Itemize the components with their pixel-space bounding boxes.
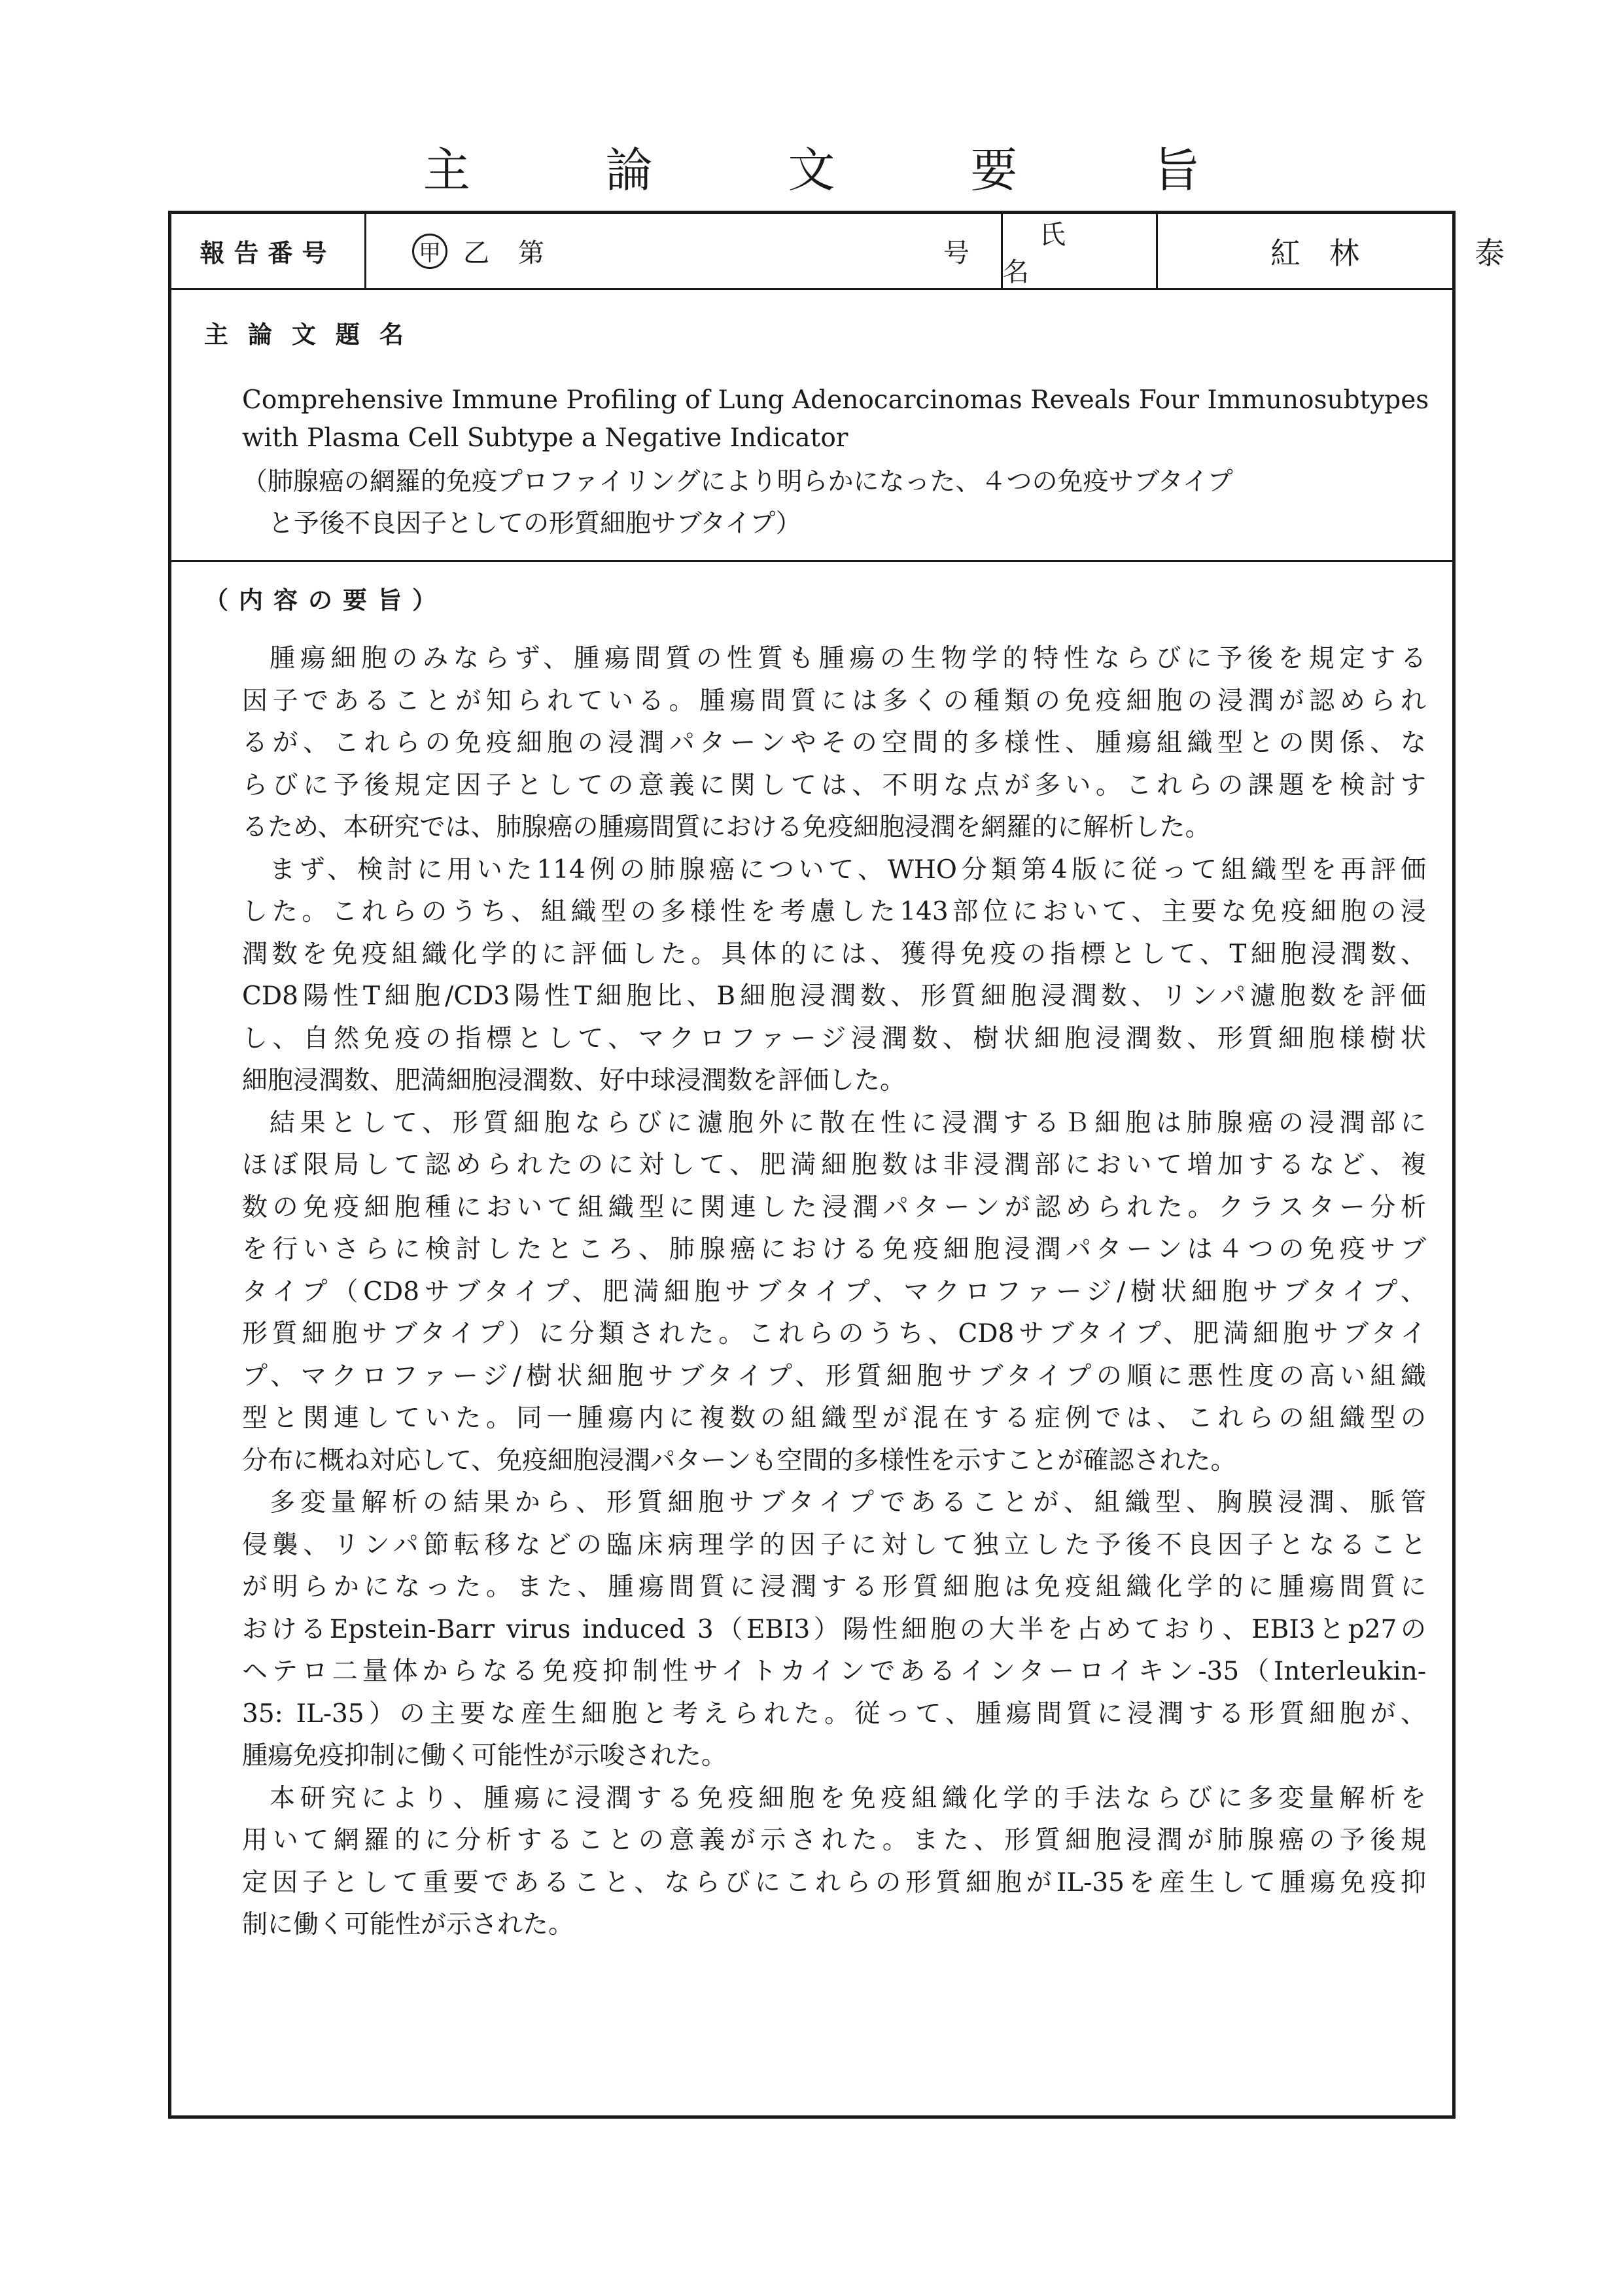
circled-kou-mark: 甲 xyxy=(412,234,447,269)
thesis-title-english-line: Comprehensive Immune Profiling of Lung Adenocarcinomas Reveals Four Immunosubtypes xyxy=(242,385,1429,415)
summary-line: らびに予後規定因子としての意義に関しては、不明な点が多い。これらの課題を検討す xyxy=(242,770,1426,800)
summary-line: 定因子として重要であること、ならびにこれらの形質細胞がIL-35を産生して腫瘍免疫抑 xyxy=(242,1867,1426,1898)
content-summary-body xyxy=(242,638,1426,1947)
summary-line: 多変量解析の結果から、形質細胞サブタイプであることが、組織型、胸膜浸潤、脈管 xyxy=(270,1488,1426,1517)
summary-line: 35: IL-35）の主要な産生細胞と考えられた。従って、腫瘍間質に浸潤する形質細胞が、 xyxy=(242,1699,1426,1729)
summary-line: タイプ（CD8サブタイプ、肥満細胞サブタイプ、マクロファージ/樹状細胞サブタイプ、 xyxy=(242,1277,1426,1307)
summary-line: 結果として、形質細胞ならびに濾胞外に散在性に浸潤するＢ細胞は肺腺癌の浸潤部に xyxy=(270,1108,1426,1138)
summary-line: 形質細胞サブタイプ）に分類された。これらのうち、CD8サブタイプ、肥満細胞サブタイ xyxy=(242,1319,1426,1349)
summary-line: るが、これらの免疫細胞の浸潤パターンやその空間的多様性、腫瘍組織型との関係、な xyxy=(242,728,1426,758)
summary-line: 因子であることが知られている。腫瘍間質には多くの種類の免疫細胞の浸潤が認められ xyxy=(242,686,1426,716)
summary-line: 腫瘍免疫抑制に働く可能性が示唆された。 xyxy=(242,1741,727,1771)
summary-line: し、自然免疫の指標として、マクロファージ浸潤数、樹状細胞浸潤数、形質細胞様樹状 xyxy=(242,1023,1426,1053)
author-name-given-2: 泰 xyxy=(1475,235,1505,271)
summary-line: が明らかになった。また、腫瘍間質に浸潤する形質細胞は免疫組織化学的に腫瘍間質に xyxy=(242,1572,1426,1602)
author-name-family: 紅 xyxy=(1270,235,1300,271)
summary-line: 潤数を免疫組織化学的に評価した。具体的には、獲得免疫の指標として、T細胞浸潤数、 xyxy=(242,939,1426,969)
thesis-title-japanese-line: （肺腺癌の網羅的免疫プロファイリングにより明らかになった、４つの免疫サブタイプ xyxy=(242,467,1233,497)
summary-line: まず、検討に用いた114例の肺腺癌について、WHO分類第4版に従って組織型を再評価 xyxy=(270,855,1426,885)
summary-line: 用いて網羅的に分析することの意義が示された。また、形質細胞浸潤が肺腺癌の予後規 xyxy=(242,1826,1426,1855)
thesis-title-english xyxy=(242,381,1429,457)
author-name xyxy=(1158,214,1505,288)
summary-line: 分布に概ね対応して、免疫細胞浸潤パターンも空間的多様性を示すことが確認された。 xyxy=(242,1445,1236,1475)
form-frame xyxy=(168,211,1505,2119)
author-name-given-1: 林 xyxy=(1329,235,1359,271)
summary-line: 侵襲、リンパ節転移などの臨床病理学的因子に対して独立した予後不良因子となること xyxy=(242,1530,1426,1560)
report-number-otsu: 乙 xyxy=(463,238,489,268)
thesis-title-english-line: with Plasma Cell Subtype a Negative Indicator xyxy=(242,423,848,453)
summary-line: ヘテロ二量体からなる免疫抑制性サイトカインであるインターロイキン-35（Interleukin- xyxy=(242,1657,1426,1686)
thesis-title-section xyxy=(171,290,1452,562)
report-number-label: 報告番号 xyxy=(171,214,366,288)
report-number-dai: 第 xyxy=(518,238,544,268)
header-row xyxy=(171,214,1505,290)
summary-line: 型と関連していた。同一腫瘍内に複数の組織型が混在する症例では、これらの組織型の xyxy=(242,1404,1426,1433)
thesis-title-label: 主論文題名 xyxy=(204,321,423,349)
summary-line: おけるEpstein-Barr virus induced 3（EBI3）陽性細胞の大半を占めており、EBI3とp27の xyxy=(242,1614,1426,1644)
summary-line: CD8陽性T細胞/CD3陽性T細胞比、B細胞浸潤数、形質細胞浸潤数、リンパ濾胞数を評価 xyxy=(242,981,1426,1011)
summary-line: 本研究により、腫瘍に浸潤する免疫細胞を免疫組織化学的手法ならびに多変量解析を xyxy=(270,1783,1426,1813)
summary-line: 制に働く可能性が示された。 xyxy=(242,1910,574,1939)
page-title: 主 論 文 要 旨 xyxy=(423,143,1261,198)
summary-line: プ、マクロファージ/樹状細胞サブタイプ、形質細胞サブタイプの順に悪性度の高い組織 xyxy=(242,1361,1426,1391)
summary-line: 腫瘍細胞のみならず、腫瘍間質の性質も腫瘍の生物学的特性ならびに予後を規定する xyxy=(270,644,1426,673)
summary-line: した。これらのうち、組織型の多様性を考慮した143部位において、主要な免疫細胞の浸 xyxy=(242,897,1426,927)
summary-line: ほぼ限局して認められたのに対して、肥満細胞数は非浸潤部において増加するなど、複 xyxy=(242,1150,1426,1180)
thesis-title-japanese xyxy=(242,461,1420,545)
summary-line: 細胞浸潤数、肥満細胞浸潤数、好中球浸潤数を評価した。 xyxy=(242,1066,906,1095)
summary-line: 数の免疫細胞種において組織型に関連した浸潤パターンが認められた。クラスター分析 xyxy=(242,1192,1426,1222)
summary-line: るため、本研究では、肺腺癌の腫瘍間質における免疫細胞浸潤を網羅的に解析した。 xyxy=(242,813,1211,842)
report-number-field xyxy=(366,214,1003,288)
thesis-title-japanese-line: と予後不良因子としての形質細胞サブタイプ） xyxy=(268,509,801,539)
name-label: 氏名 xyxy=(1003,214,1158,288)
report-number-gou: 号 xyxy=(943,238,969,268)
content-summary-label: （内容の要旨） xyxy=(204,586,447,614)
summary-line: を行いさらに検討したところ、肺腺癌における免疫細胞浸潤パターンは４つの免疫サブ xyxy=(242,1235,1426,1264)
